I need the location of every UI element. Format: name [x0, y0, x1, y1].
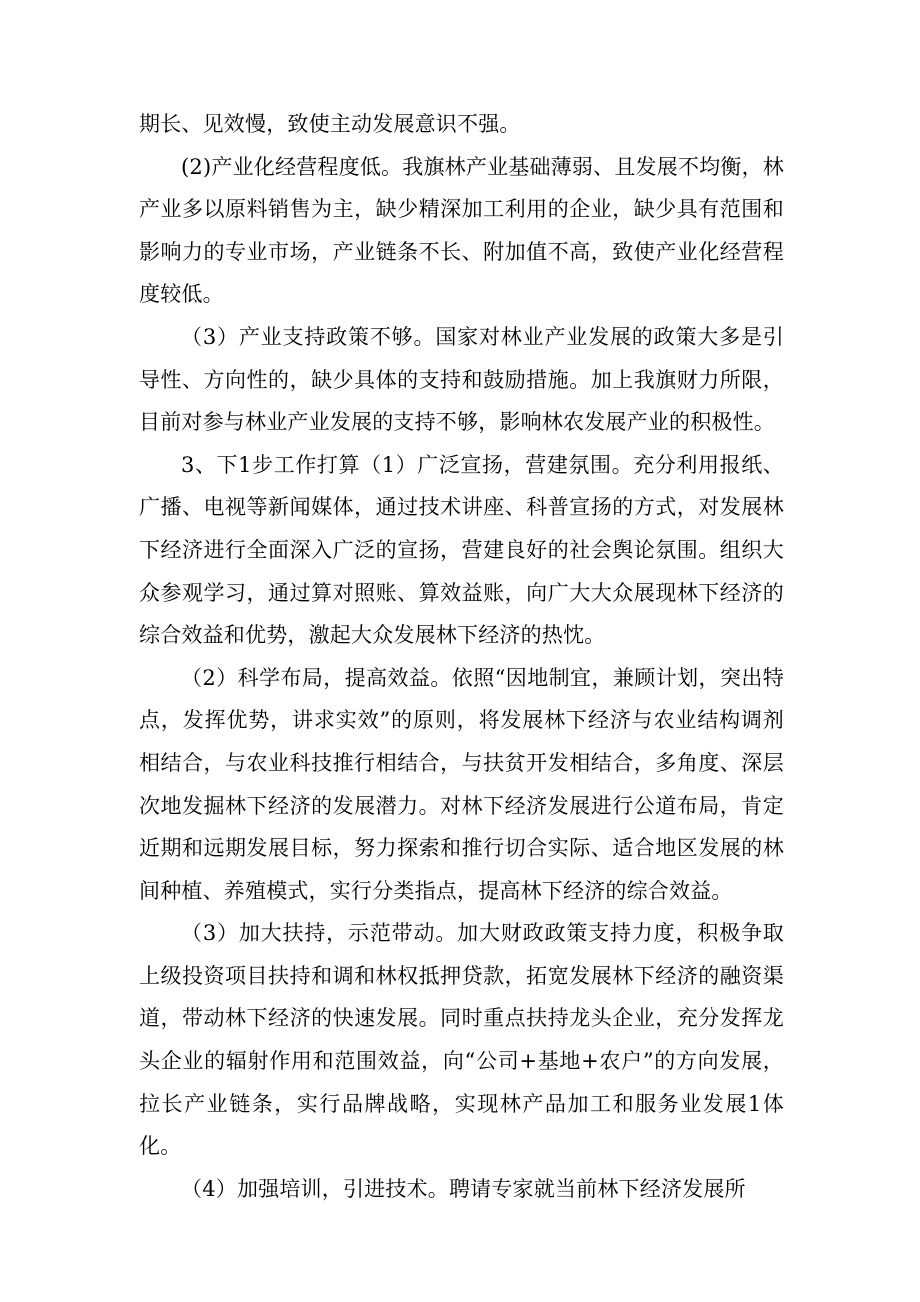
paragraph-continuation: 期长、见效慢，致使主动发展意识不强。: [139, 112, 521, 136]
paragraph-policy-support: （3）产业支持政策不够。国家对林业产业发展的政策大多是引导性、方向性的，缺少具体的支持和鼓励措施。加上我旗财力所限，目前对参与林业产业发展的支持不够，影响林农发展产业的积极性。: [139, 324, 784, 435]
paragraph-scientific-layout: （2）科学布局，提高效益。依照“因地制宜，兼顾计划，突出特点，发挥优势，讲求实效”的原则，将发展林下经济与农业结构调剂相结合，与农业科技推行相结合，与扶贫开发相结合，多角度、深层次地发掘林下经济的发展潜力。对林下经济发展进行公道布局，肯定近期和远期发展目标，努力探索和推行切合实际、适合地区发展的林间种植、养殖模式，实行分类指点，提高林下经济的综合效益。: [139, 665, 784, 903]
paragraph-next-steps-publicity: 3、下1步工作打算（1）广泛宣扬，营建氛围。充分利用报纸、广播、电视等新闻媒体，通过技术讲座、科普宣扬的方式，对发展林下经济进行全面深入广泛的宣扬，营建良好的社会舆论氛围。组织大众参观学习，通过算对照账、算效益账，向广大大众展现林下经济的综合效益和优势，激起大众发展林下经济的热忱。: [139, 452, 784, 648]
document-body: [139, 103, 784, 1210]
paragraph-training: （4）加强培训，引进技术。聘请专家就当前林下经济发展所: [181, 1176, 746, 1201]
paragraph-industrialization: (2)产业化经营程度低。我旗林产业基础薄弱、且发展不均衡，林产业多以原料销售为主，缺少精深加工利用的企业，缺少具有范围和影响力的专业市场，产业链条不长、附加值不高，致使产业化经营程度较低。: [139, 154, 784, 307]
paragraph-increase-support: （3）加大扶持，示范带动。加大财政政策支持力度，积极争取上级投资项目扶持和调和林权抵押贷款，拓宽发展林下经济的融资渠道，带动林下经济的快速发展。同时重点扶持龙头企业，充分发挥龙头企业的辐射作用和范围效益，向“公司+基地+农户”的方向发展，拉长产业链条，实行品牌战略，实现林产品加工和服务业发展1体化。: [139, 921, 784, 1159]
